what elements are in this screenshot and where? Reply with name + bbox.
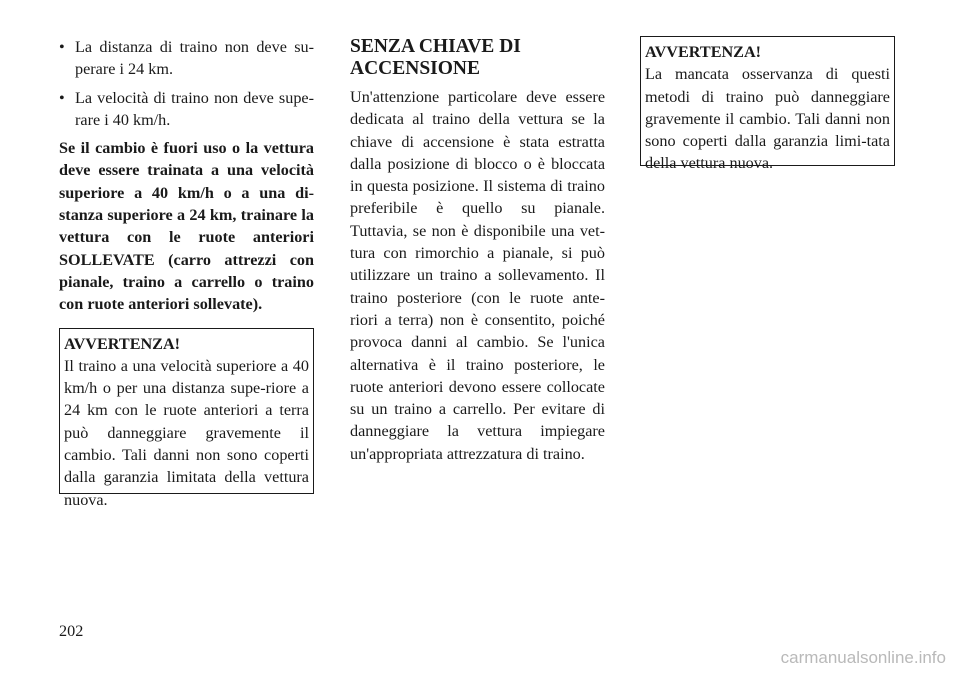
- list-item-text: La distanza di traino non deve su-perare i 24 km.: [75, 38, 314, 79]
- right-column: [640, 36, 895, 173]
- middle-column: [350, 36, 605, 465]
- list-item: [59, 36, 314, 81]
- warning-title: AVVERTENZA!: [64, 334, 181, 353]
- bullet-icon: •: [59, 38, 65, 56]
- list-item-text: La velocità di traino non deve supe-rare i 40 km/h.: [75, 88, 314, 129]
- list-item: [59, 87, 314, 132]
- section-heading: SENZA CHIAVE DI ACCENSIONE: [350, 36, 521, 79]
- bullet-icon: •: [59, 88, 65, 107]
- warning-box: [59, 328, 314, 509]
- page-number: 202: [59, 622, 84, 640]
- warning-title: AVVERTENZA!: [645, 43, 762, 61]
- left-column: [59, 36, 314, 509]
- towing-limits-list: [59, 36, 314, 131]
- watermark: carmanualsonline.info: [780, 648, 946, 667]
- section-paragraph: Un'attenzione particolare deve essere dedicata al traino della vettura se la chiave di accensione è stata estratta dalla posizione di blocco o è bloccata in questa posizione. Il sistema di traino preferibile è quello su pianale. Tuttavia, se non è disponibile una vet-tura con rimorchio a pianale, si può utilizzare un traino a sollevamento. Il traino posteriore (con le ruote ante-riori a terra) non è consentito, poiché provoca danni al cambio. Se l'unica alternativa è il traino posteriore, le ruote anteriori devono essere collocate su un traino a carrello. Per evitare di danneggiare la vettura impiegare un'appropriata attrezzatura di traino.: [350, 88, 605, 463]
- warning-box: [640, 36, 895, 173]
- towing-instruction-paragraph: Se il cambio è fuori uso o la vettura deve essere trainata a una velocità superiore a 40 km/h o a una di-stanza superiore a 24 km, trainare la vettura con le ruote anteriori SOLLEVATE (carro attrezzi con pianale, traino a carrello o traino con ruote anteriori sollevate).: [59, 139, 314, 314]
- warning-text: Il traino a una velocità superiore a 40 km/h o per una distanza supe-riore a 24 km con le ruote anteriori a terra può danneggiare gravemente il cambio. Tali danni non sono coperti dalla garanzia limitata della vettura nuova.: [64, 356, 309, 509]
- warning-text: La mancata osservanza di questi metodi di traino può danneggiare gravemente il cambio. Tali danni non sono coperti dalla garanzia limi-tata della vettura nuova.: [645, 65, 890, 173]
